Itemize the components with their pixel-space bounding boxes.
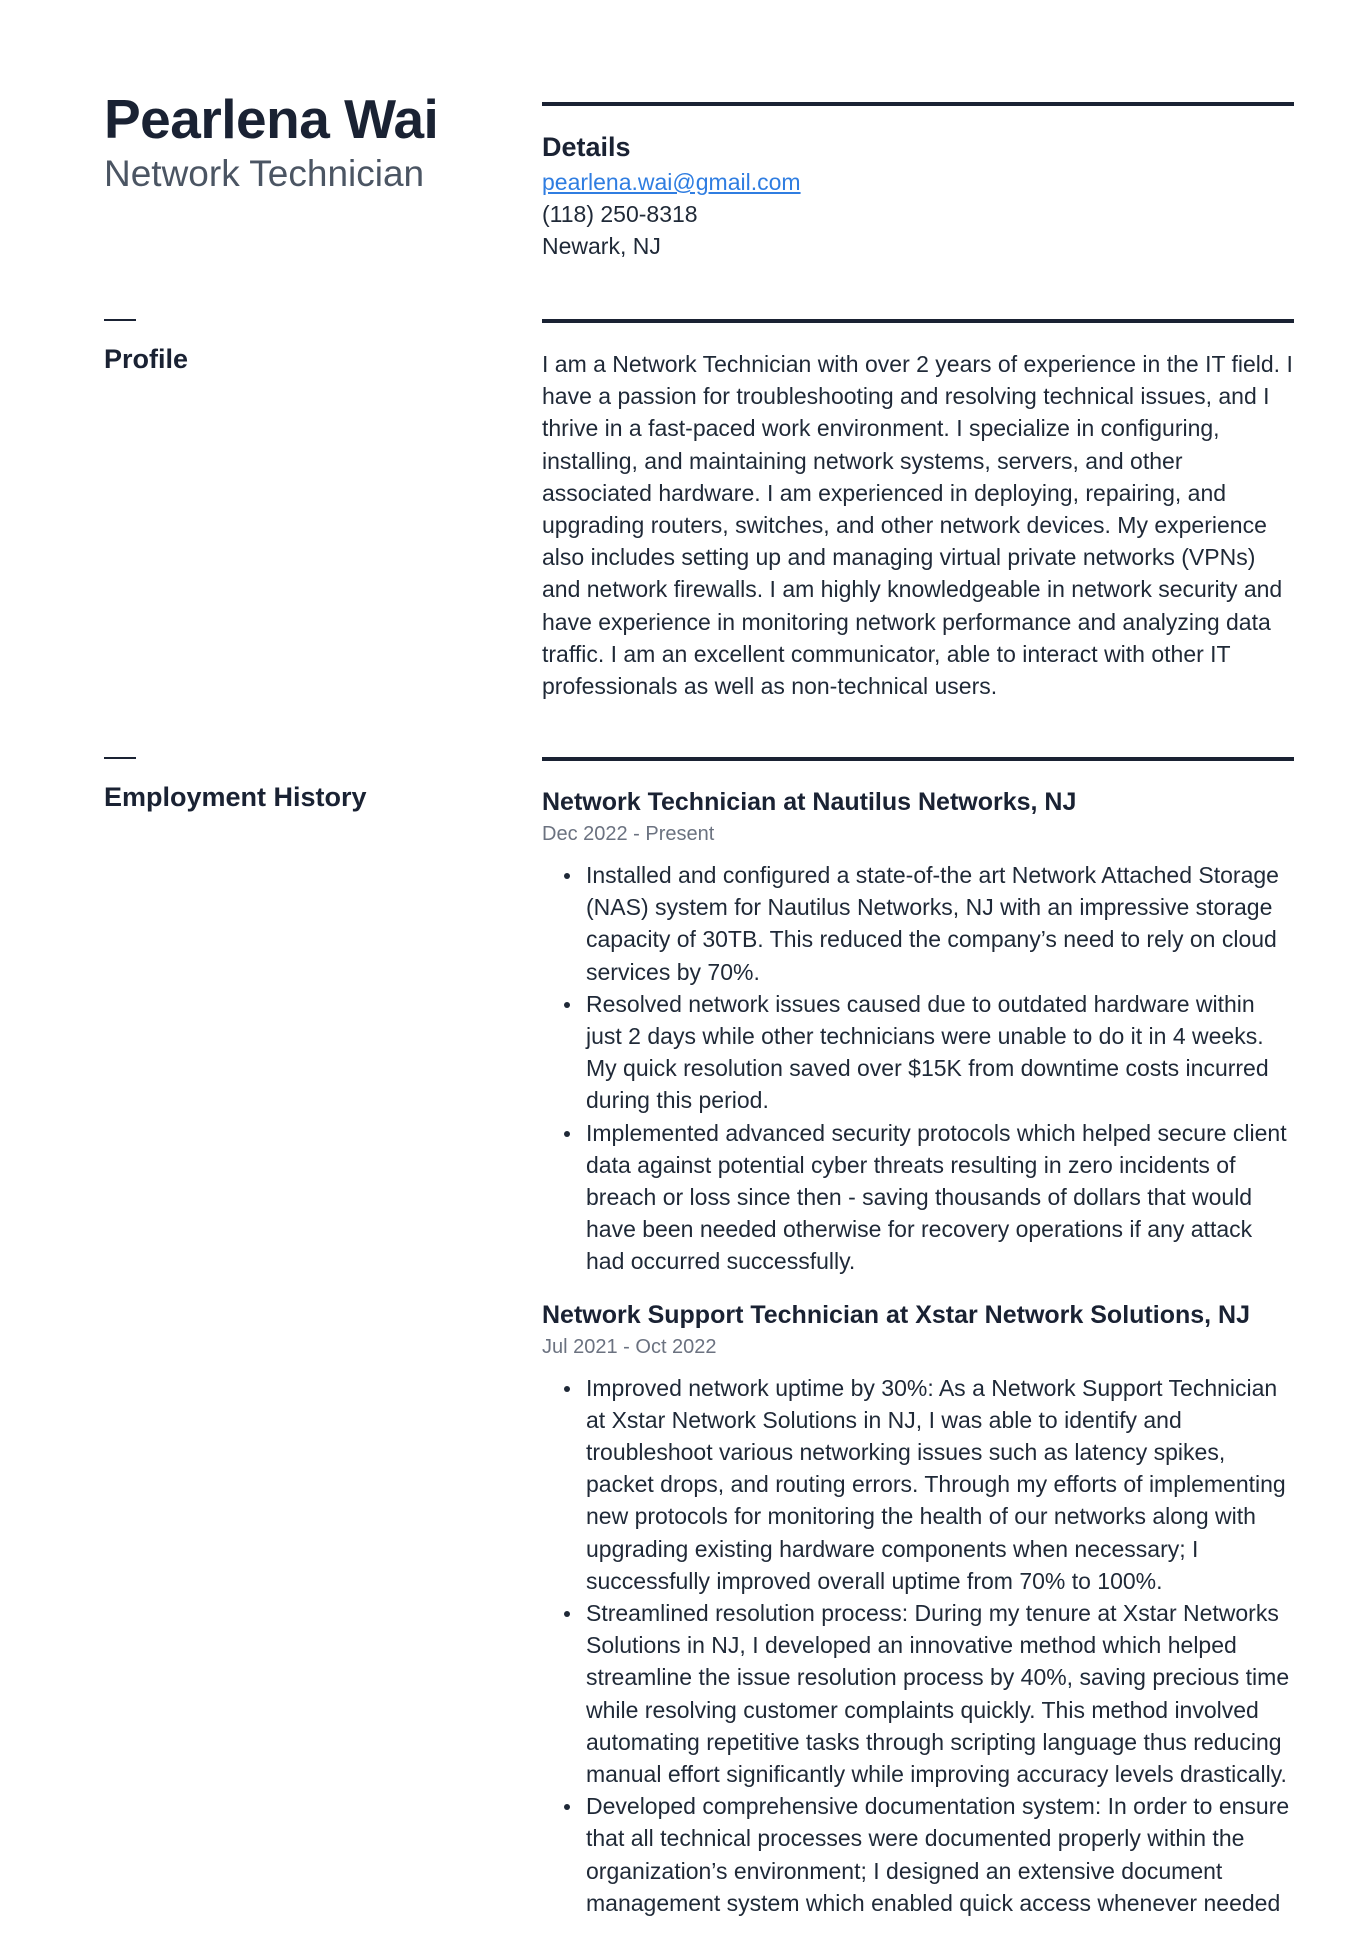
- employment-dash: [104, 757, 136, 759]
- profile-summary: I am a Network Technician with over 2 years of experience in the IT field. I have a passion for troubleshooting and resolving technical issues, and I thrive in a fast-paced work environment. I specialize in configuring, installing, and maintaining network systems, servers, and other associated hardware. I am experienced in deploying, repairing, and upgrading routers, switches, and other network devices. My experience also includes setting up and managing virtual private networks (VPNs) and network firewalls. I am highly knowledgeable in network security and have experience in monitoring network performance and analyzing data traffic. I am an excellent communicator, able to interact with other IT professionals as well as non-technical users.: [542, 351, 1293, 700]
- job-dates: Dec 2022 - Present: [542, 823, 715, 845]
- job-bullet: Resolved network issues caused due to outdated hardware within just 2 days while other technicians were unable to do it in 4 weeks. My quick resolution saved over $15K from downtime costs incurred during this period.: [586, 988, 1294, 1117]
- job-bullet: Implemented advanced security protocols which helped secure client data against potential cyber threats resulting in zero incidents of breach or loss since then - saving thousands of dollars that would have been needed otherwise for recovery operations if any attack had occurred successfully.: [586, 1117, 1294, 1278]
- profile-divider: [542, 319, 1294, 323]
- job-bullet: Installed and configured a state-of-the art Network Attached Storage (NAS) system for Nautilus Networks, NJ with an impressive storage capacity of 30TB. This reduced the company’s need to rely on cloud services by 70%.: [586, 859, 1294, 988]
- job-title: Network Technician at Nautilus Networks, NJ: [542, 788, 1077, 816]
- job-bullets: [542, 859, 1294, 1278]
- details-section: [542, 130, 1294, 262]
- location: Newark, NJ: [542, 233, 661, 259]
- details-heading: Details: [542, 132, 631, 162]
- candidate-job-title: Network Technician: [104, 153, 425, 194]
- job-bullet: Improved network uptime by 30%: As a Network Support Technician at Xstar Network Solutions in NJ, I was able to identify and troubleshoot various networking issues such as latency spikes, packet drops, and routing errors. Through my efforts of implementing new protocols for monitoring the health of our networks along with upgrading existing hardware components when necessary; I successfully improved overall uptime from 70% to 100%.: [586, 1372, 1294, 1597]
- job-title: Network Support Technician at Xstar Network Solutions, NJ: [542, 1300, 1250, 1329]
- job-dates: Jul 2021 - Oct 2022: [542, 1335, 717, 1358]
- employment-divider: [542, 757, 1294, 761]
- job-entry: [542, 1298, 1294, 1919]
- job-bullet: Streamlined resolution process: During my tenure at Xstar Networks Solutions in NJ, I developed an innovative method which helped streamline the issue resolution process by 40%, saving precious time while resolving customer complaints quickly. This method involved automating repetitive tasks through scripting language thus reducing manual effort significantly while improving accuracy levels drastically.: [586, 1597, 1294, 1790]
- job-bullet: Developed comprehensive documentation system: In order to ensure that all technical processes were documented properly within the organization’s environment; I designed an extensive document management system which enabled quick access whenever needed: [586, 1790, 1294, 1919]
- employment-list: [542, 785, 1294, 1939]
- employment-heading: Employment History: [104, 782, 367, 812]
- job-bullets: [542, 1372, 1294, 1919]
- candidate-name: Pearlena Wai: [104, 88, 439, 150]
- phone-number: (118) 250-8318: [542, 201, 698, 227]
- job-entry: [542, 785, 1294, 1278]
- profile-dash: [104, 319, 136, 321]
- details-divider: [542, 102, 1294, 106]
- profile-heading: Profile: [104, 344, 189, 374]
- email-link[interactable]: pearlena.wai@gmail.com: [542, 169, 801, 195]
